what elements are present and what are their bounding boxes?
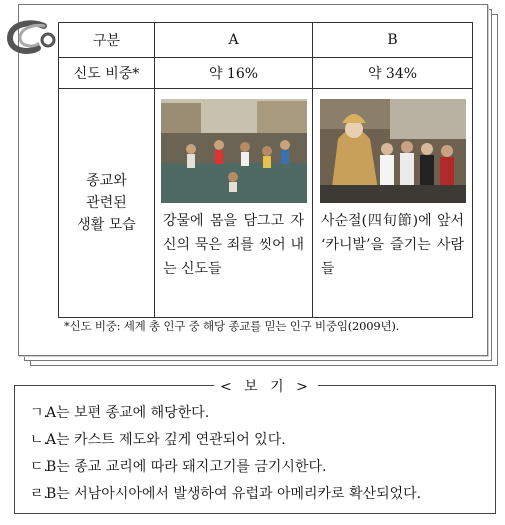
bogi-marker: ㄱ. <box>30 405 48 421</box>
bogi-list <box>30 401 421 509</box>
share-label: 신도 비중* <box>59 58 155 89</box>
bogi-marker: ㄷ. <box>30 459 48 475</box>
river-bathing-photo <box>161 99 307 203</box>
bogi-text: B는 종교 교리에 따라 돼지고기를 금기시한다. <box>46 459 327 475</box>
life-label-line-2: 관련된 <box>86 195 127 211</box>
bogi-text: A는 카스트 제도와 깊게 연관되어 있다. <box>46 432 286 448</box>
a-caption: 강물에 몸을 담그고 자신의 묵은 죄를 씻어 내는 신도들 <box>163 213 304 277</box>
b-caption: 사순절(四旬節)에 앞서 ‘카니발’을 즐기는 사람들 <box>321 213 464 277</box>
life-label <box>59 89 155 318</box>
bogi-item <box>30 455 421 482</box>
religious-life-row <box>59 89 473 318</box>
header-religion-b: B <box>313 23 473 58</box>
bogi-text: A는 보편 종교에 해당한다. <box>46 405 210 421</box>
believer-share-row <box>59 58 473 89</box>
bogi-text: B는 서남아시아에서 발생하여 유럽과 아메리카로 확산되었다. <box>46 486 422 502</box>
bogi-title: < 보 기 > <box>214 376 318 396</box>
binder-clip-icon <box>4 18 56 58</box>
table-header-row <box>59 23 473 58</box>
carnival-photo <box>320 99 466 203</box>
life-a-cell <box>155 89 313 318</box>
bogi-item <box>30 401 421 428</box>
bogi-item <box>30 482 421 509</box>
religion-comparison-table <box>58 22 473 318</box>
bogi-marker: ㄹ. <box>30 486 48 502</box>
share-b-value: 약 34% <box>313 58 473 89</box>
header-category: 구분 <box>59 23 155 58</box>
life-label-line-3: 생활 모습 <box>77 217 136 233</box>
bogi-marker: ㄴ. <box>30 432 48 448</box>
life-b-cell <box>313 89 473 318</box>
footnote: *신도 비중: 세계 총 인구 중 해당 종교를 믿는 인구 비중임(2009년). <box>64 319 400 333</box>
life-label-line-1: 종교와 <box>86 173 127 189</box>
share-a-value: 약 16% <box>155 58 313 89</box>
header-religion-a: A <box>155 23 313 58</box>
bogi-item <box>30 428 421 455</box>
